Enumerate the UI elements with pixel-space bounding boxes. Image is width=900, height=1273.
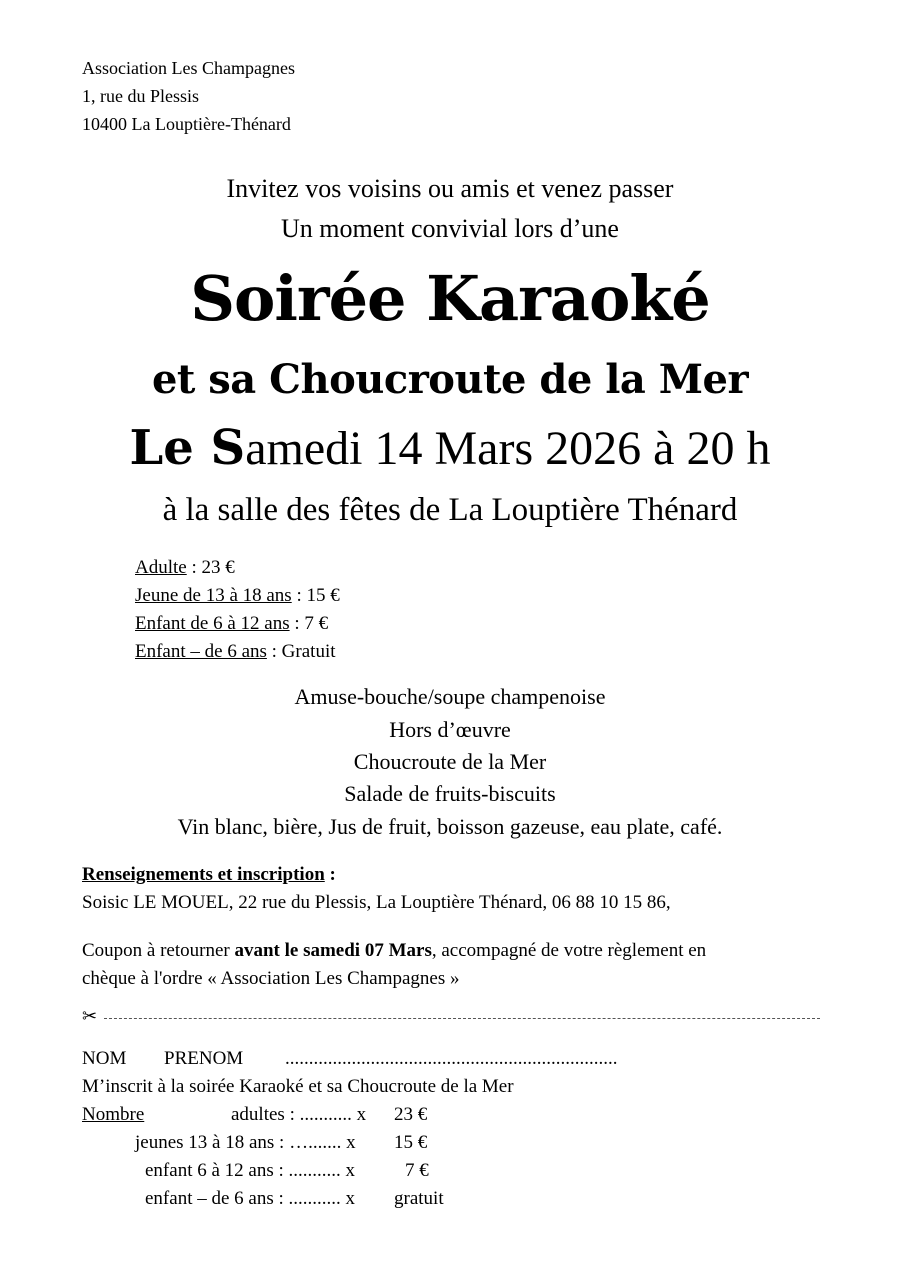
price-infant: Enfant – de 6 ans : Gratuit xyxy=(135,641,336,662)
coupon-line-1: Coupon à retourner avant le samedi 07 Mars, accompagné de votre règlement en xyxy=(82,940,707,961)
price-child: Enfant de 6 à 12 ans : 7 € xyxy=(135,613,329,634)
form-row-jeunes-price: 15 € xyxy=(394,1132,428,1153)
event-subtitle: et sa Choucroute de la Mer xyxy=(151,356,749,403)
event-title: Soirée Karaoké xyxy=(190,262,710,335)
intro-line-2: Un moment convivial lors d’une xyxy=(281,214,619,243)
price-youth: Jeune de 13 à 18 ans : 15 € xyxy=(135,585,340,606)
date-s: S xyxy=(210,420,246,476)
address-line-1: Association Les Champagnes xyxy=(82,58,295,78)
form-prenom-label: PRENOM xyxy=(164,1048,244,1069)
form-row-adultes[interactable]: adultes : ........... x xyxy=(231,1104,367,1125)
form-row-enfant[interactable]: enfant 6 à 12 ans : ........... x xyxy=(145,1160,356,1181)
form-row-infant-price: gratuit xyxy=(394,1188,444,1209)
event-venue: à la salle des fêtes de La Louptière Thénard xyxy=(162,492,738,528)
form-row-jeunes[interactable]: jeunes 13 à 18 ans : …....... x xyxy=(135,1132,356,1153)
coupon-line-2: chèque à l'ordre « Association Les Champagnes » xyxy=(82,968,460,989)
menu-item: Salade de fruits-biscuits xyxy=(344,781,556,806)
menu-item: Hors d’œuvre xyxy=(389,717,511,742)
price-adult: Adulte : 23 € xyxy=(135,557,235,578)
form-nombre-label: Nombre xyxy=(82,1104,145,1125)
dashed-line xyxy=(104,1018,820,1019)
contact-heading: Renseignements et inscription : xyxy=(82,864,336,885)
menu-item: Vin blanc, bière, Jus de fruit, boisson gazeuse, eau plate, café. xyxy=(177,814,723,839)
contact-details: Soisic LE MOUEL, 22 rue du Plessis, La Louptière Thénard, 06 88 10 15 86, xyxy=(82,892,671,913)
form-signup-text: M’inscrit à la soirée Karaoké et sa Choucroute de la Mer xyxy=(82,1076,514,1097)
form-name-field[interactable]: ...................................................................... xyxy=(285,1048,618,1069)
address-line-3: 10400 La Louptière-Thénard xyxy=(82,114,291,134)
menu-item: Choucroute de la Mer xyxy=(353,749,547,774)
form-row-enfant-price: 7 € xyxy=(405,1160,429,1181)
intro-line-1: Invitez vos voisins ou amis et venez passer xyxy=(226,174,674,203)
form-nom-label: NOM xyxy=(82,1048,127,1069)
event-date xyxy=(0,420,900,476)
menu-item: Amuse-bouche/soupe champenoise xyxy=(294,684,606,709)
date-rest: amedi 14 Mars 2026 à 20 h xyxy=(245,422,771,475)
form-row-infant[interactable]: enfant – de 6 ans : ........... x xyxy=(145,1188,356,1209)
address-line-2: 1, rue du Plessis xyxy=(82,86,199,106)
cut-line xyxy=(82,1006,820,1028)
scissors-icon: ✂ xyxy=(82,1006,98,1027)
date-le: Le xyxy=(129,420,211,476)
form-row-adultes-price: 23 € xyxy=(394,1104,428,1125)
